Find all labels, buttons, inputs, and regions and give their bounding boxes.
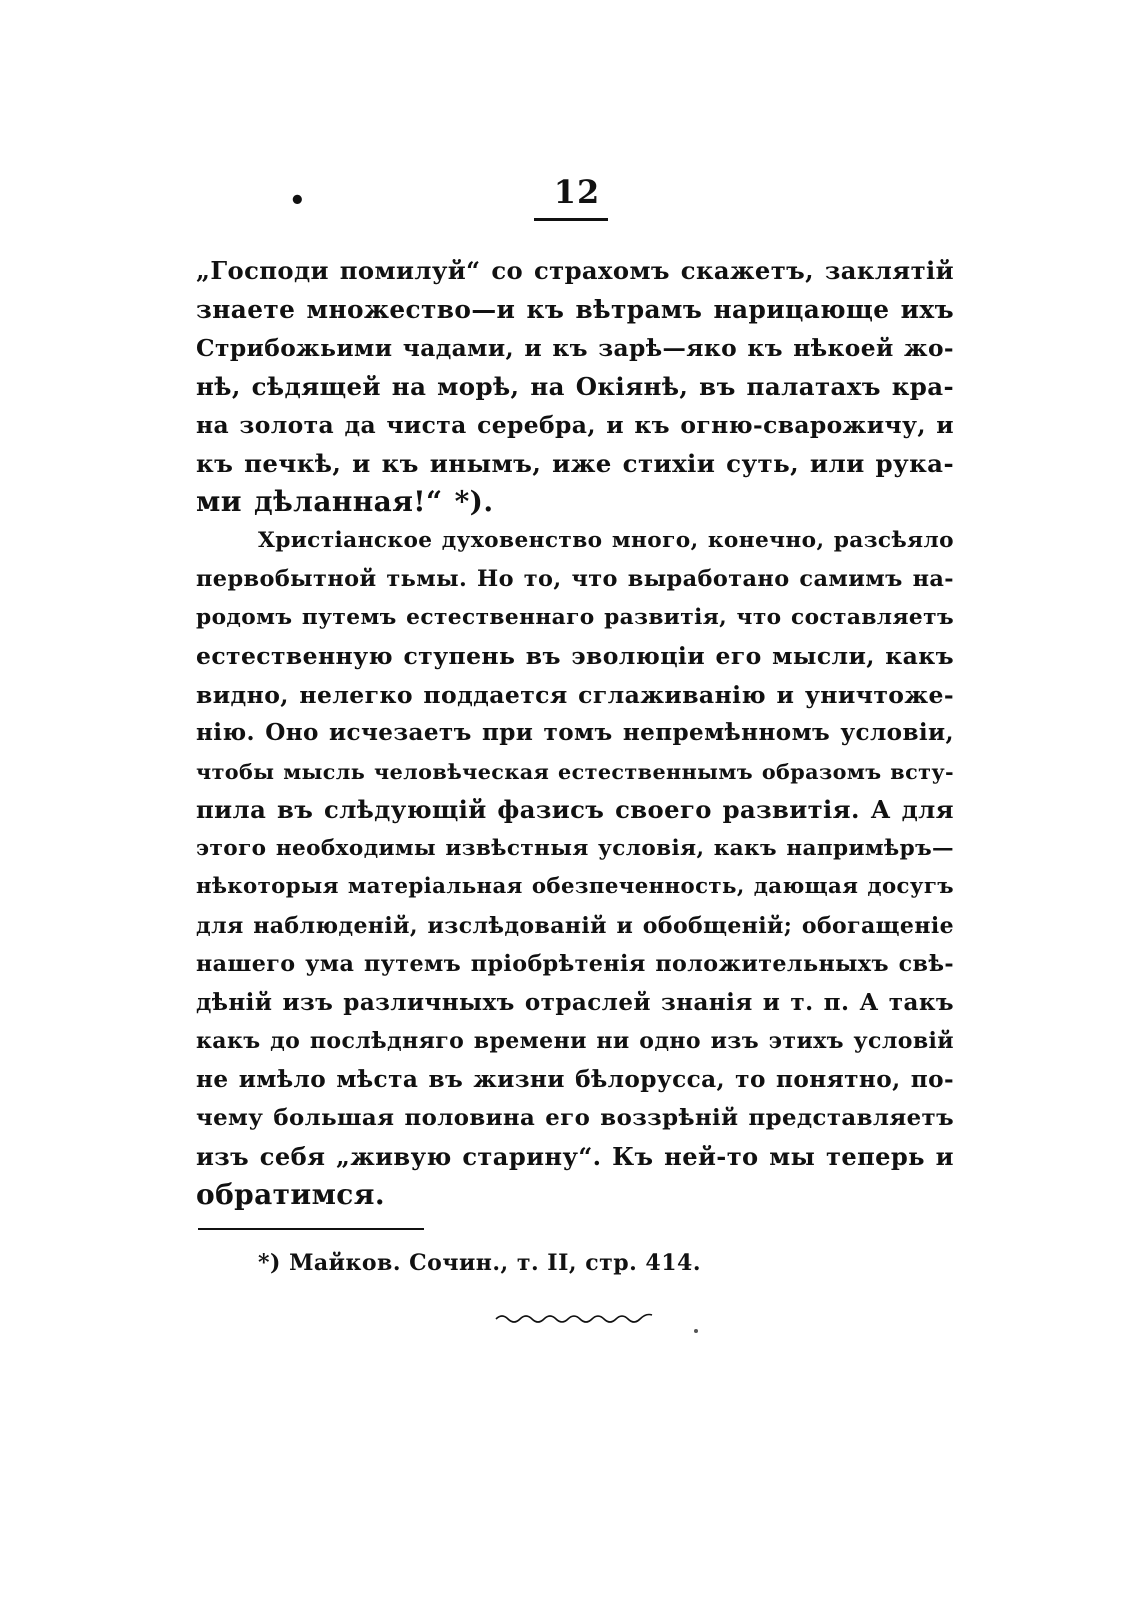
wavy-ornament-icon: [494, 1310, 654, 1324]
text-line: родомъ путемъ естественнаго развитія, что составляетъ: [196, 604, 954, 630]
text-line: знаете множество—и къ вѣтрамъ нарицающе ихъ: [196, 294, 954, 324]
text-line: дѣній изъ различныхъ отраслей знанія и т. п. А такъ: [196, 988, 954, 1016]
text-line: чему большая половина его воззрѣній представляетъ: [196, 1105, 954, 1131]
text-line: нашего ума путемъ пріобрѣтенія положительныхъ свѣ-: [196, 951, 954, 977]
text-line: этого необходимы извѣстныя условія, какъ напримѣръ—: [196, 835, 954, 861]
text-line: „Господи помилуй“ со страхомъ скажетъ, заклятій: [196, 256, 954, 285]
page-number-underline: [534, 218, 608, 221]
paragraph-1: [196, 252, 954, 522]
text-line: ми дѣланная!“ *).: [196, 485, 494, 518]
text-line: для наблюденій, изслѣдованій и обобщеній; обогащеніе: [196, 912, 954, 939]
text-line: обратимся.: [196, 1178, 385, 1211]
body-text: [196, 252, 954, 1215]
text-line: чтобы мысль человѣческая естественнымъ образомъ всту-: [196, 759, 954, 784]
text-line: естественную ступень въ эволюціи его мысли, какъ: [196, 642, 954, 670]
text-line: Христіанское духовенство много, конечно, разсѣяло: [258, 527, 954, 553]
text-line: нѣ, сѣдящей на морѣ, на Окіянѣ, въ палатахъ кра-: [196, 371, 954, 401]
text-line: первобытной тьмы. Но то, что выработано самимъ на-: [196, 566, 954, 592]
text-line: нію. Оно исчезаетъ при томъ непремѣнномъ условіи,: [196, 719, 954, 746]
text-line: Стрибожьими чадами, и къ зарѣ—яко къ нѣкоей жо-: [196, 334, 954, 362]
ink-speck-icon: [693, 1328, 699, 1334]
text-line: къ печкѣ, и къ инымъ, иже стихіи суть, или рука-: [196, 448, 954, 478]
text-line: изъ себя „живую старину“. Къ ней-то мы теперь и: [196, 1141, 954, 1171]
stray-mark: •: [289, 186, 306, 216]
text-line: на золота да чиста серебра, и къ огню-сварожичу, и: [196, 411, 954, 439]
text-line: видно, нелегко поддается сглаживанію и уничтоже-: [196, 680, 954, 709]
text-line: пила въ слѣдующій фазисъ своего развитія. А для: [196, 795, 954, 824]
text-line: нѣкоторыя матеріальная обезпеченность, дающая досугъ: [196, 874, 954, 899]
text-line: не имѣло мѣста въ жизни бѣлорусса, то понятно, по-: [196, 1065, 954, 1093]
text-line: какъ до послѣдняго времени ни одно изъ этихъ условій: [196, 1028, 954, 1054]
paragraph-2: [196, 522, 954, 1215]
footnote: *) Майков. Сочин., т. II, стр. 414.: [258, 1250, 702, 1276]
footnote-separator: [198, 1228, 424, 1230]
page-number: 12: [553, 173, 601, 211]
